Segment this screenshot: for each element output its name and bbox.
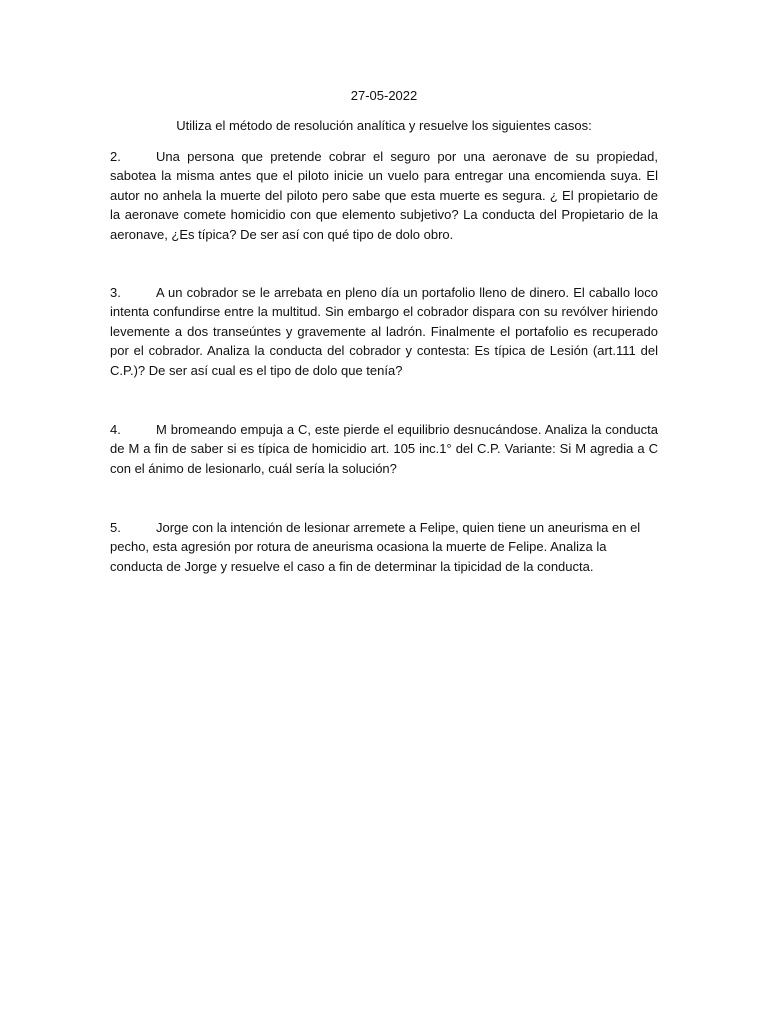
case-text: M bromeando empuja a C, este pierde el equilibrio desnucándose. Analiza la conducta de M a fin de saber si es típica de homicidio art. 105 inc.1° del C.P. Variante: Si M agredia a C con el ánimo de lesionarlo, cuál sería la solución? bbox=[110, 422, 658, 476]
document-date: 27-05-2022 bbox=[350, 88, 418, 103]
case-number: 3. bbox=[110, 285, 121, 300]
case-4 bbox=[110, 420, 658, 478]
case-5 bbox=[110, 518, 658, 576]
case-text: A un cobrador se le arrebata en pleno día un portafolio lleno de dinero. El caballo loco intenta confundirse entre la multitud. Sin embargo el cobrador dispara con su revólver hiriendo levemente a dos transeúntes y gravemente al ladrón. Finalmente el portafolio es recuperado por el cobrador. Analiza la conducta del cobrador y contesta: Es típica de Lesión (art.111 del C.P.)? De ser así cual es el tipo de dolo que tenía? bbox=[110, 285, 658, 378]
case-text: Jorge con la intención de lesionar arremete a Felipe, quien tiene un aneurisma en el pecho, esta agresión por rotura de aneurisma ocasiona la muerte de Felipe. Analiza la conducta de Jorge y resuelve el caso a fin de determinar la tipicidad de la conducta. bbox=[110, 520, 641, 574]
case-number: 2. bbox=[110, 149, 121, 164]
case-number: 5. bbox=[110, 520, 121, 535]
case-number: 4. bbox=[110, 422, 121, 437]
case-text: Una persona que pretende cobrar el seguro por una aeronave de su propiedad, sabotea la misma antes que el piloto inicie un vuelo para entregar una encomienda suya. El autor no anhela la muerte del piloto pero sabe que esta muerte es segura. ¿ El propietario de la aeronave comete homicidio con que elemento subjetivo? La conducta del Propietario de la aeronave, ¿Es típica? De ser así con qué tipo de dolo obro. bbox=[110, 149, 658, 242]
case-2 bbox=[110, 147, 658, 244]
case-3 bbox=[110, 283, 658, 380]
instructions-text: Utiliza el método de resolución analítica y resuelve los siguientes casos: bbox=[176, 118, 592, 133]
